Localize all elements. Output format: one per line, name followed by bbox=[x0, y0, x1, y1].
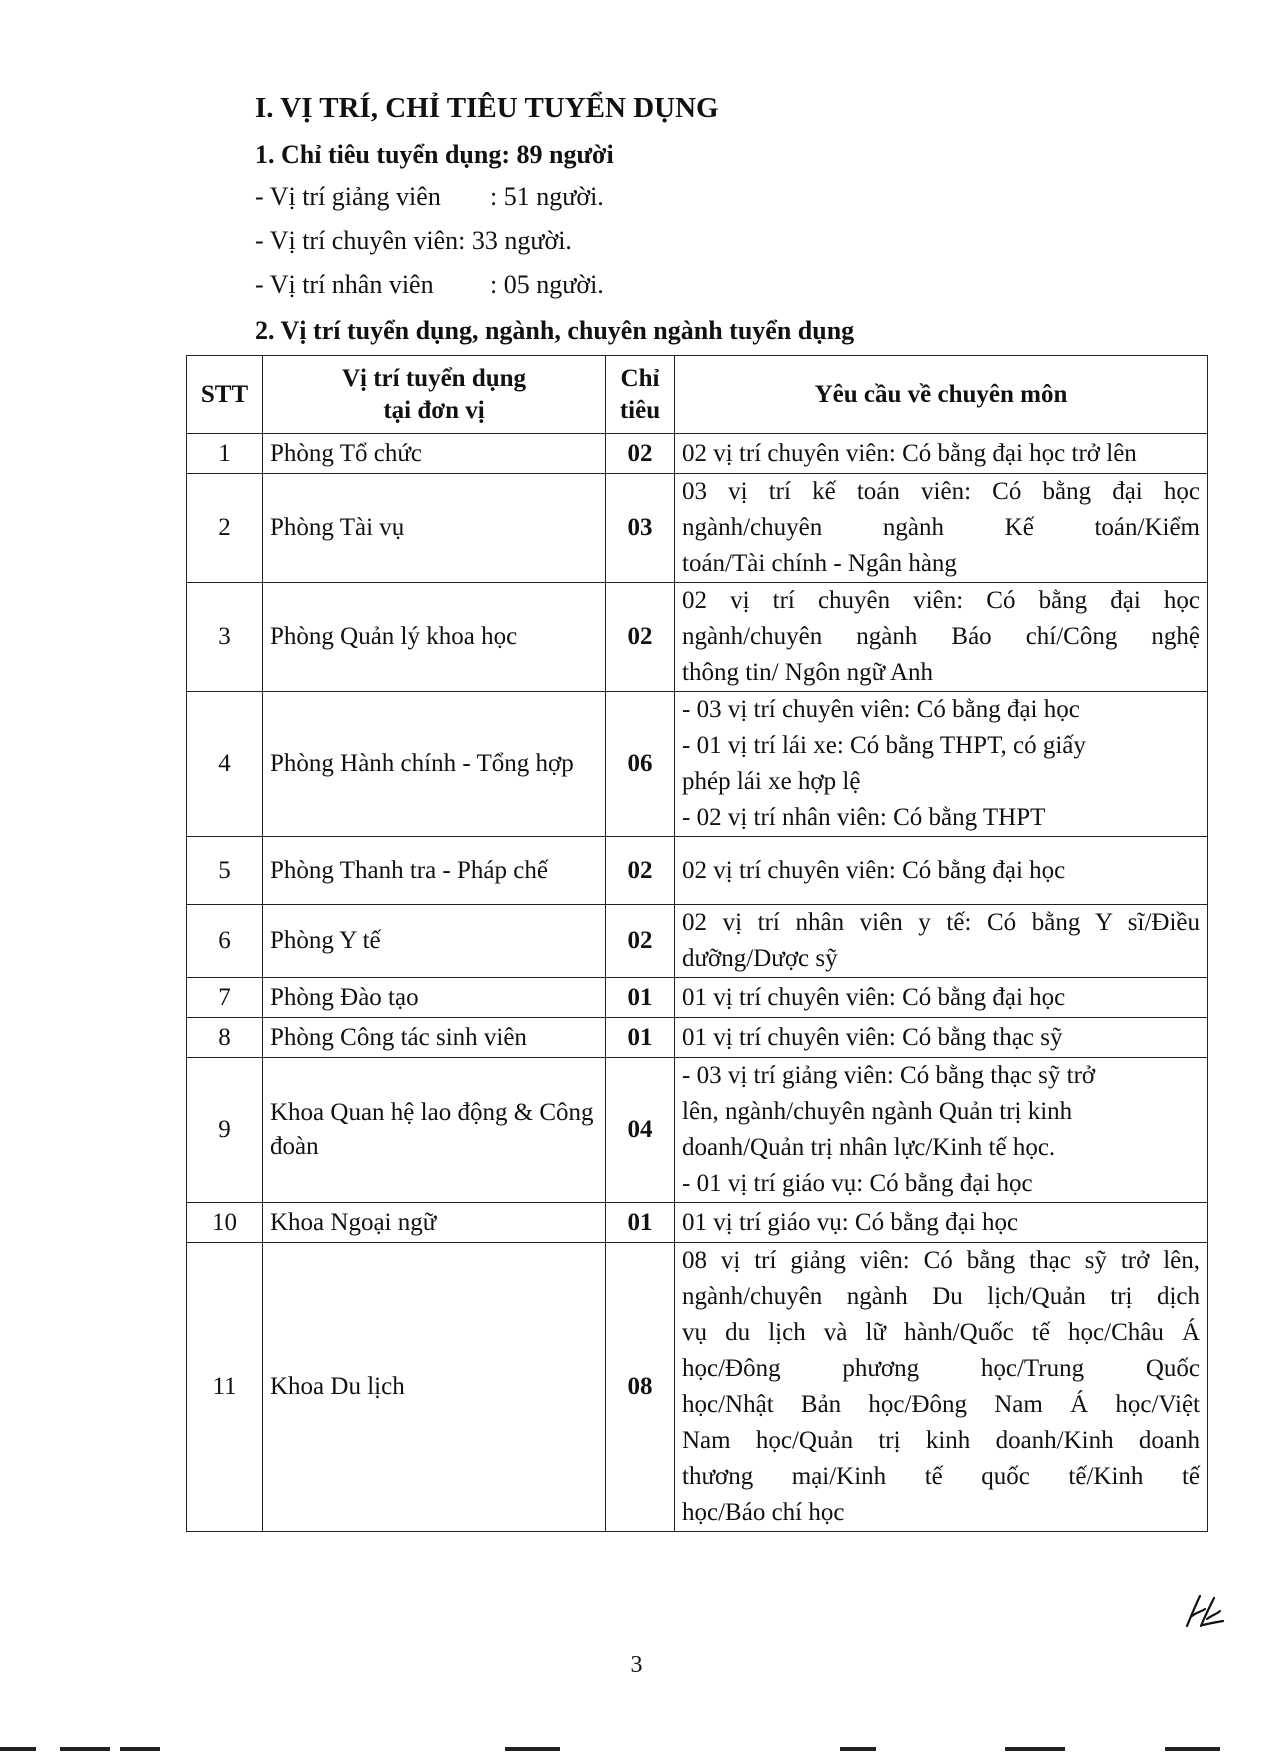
requirement-line: ngành/chuyên ngành Du lịch/Quản trị dịch bbox=[682, 1283, 1200, 1310]
requirement-line: - 01 vị trí giáo vụ: Có bằng đại học bbox=[682, 1170, 1033, 1197]
row-stt: 11 bbox=[187, 1243, 263, 1532]
row-quota: 06 bbox=[606, 692, 675, 837]
requirement-line: dưỡng/Dược sỹ bbox=[682, 945, 838, 972]
positions-heading: 2. Vị trí tuyển dụng, ngành, chuyên ngành tuyển dụng bbox=[255, 316, 855, 345]
requirement-line: học/Nhật Bản học/Đông Nam Á học/Việt bbox=[682, 1391, 1200, 1418]
requirement-line: 02 vị trí chuyên viên: Có bằng đại học bbox=[682, 587, 1200, 614]
row-unit: Phòng Tài vụ bbox=[263, 474, 606, 583]
row-quota: 01 bbox=[606, 1018, 675, 1058]
quota-label: - Vị trí nhân viên bbox=[255, 270, 434, 299]
table-row bbox=[187, 434, 1208, 474]
row-stt: 6 bbox=[187, 905, 263, 978]
table-row bbox=[187, 583, 1208, 692]
row-requirement bbox=[675, 978, 1208, 1018]
row-requirement bbox=[675, 583, 1208, 692]
header-unit bbox=[263, 356, 606, 434]
row-unit: Phòng Hành chính - Tổng hợp bbox=[263, 692, 606, 837]
row-unit: Phòng Thanh tra - Pháp chế bbox=[263, 837, 606, 905]
table-row bbox=[187, 978, 1208, 1018]
row-stt: 3 bbox=[187, 583, 263, 692]
requirement-line: phép lái xe hợp lệ bbox=[682, 768, 861, 795]
signature-initials bbox=[1183, 1592, 1225, 1630]
row-quota: 01 bbox=[606, 978, 675, 1018]
row-unit: Phòng Tổ chức bbox=[263, 434, 606, 474]
row-quota: 04 bbox=[606, 1058, 675, 1203]
row-unit: Phòng Đào tạo bbox=[263, 978, 606, 1018]
row-stt: 8 bbox=[187, 1018, 263, 1058]
table-row bbox=[187, 1203, 1208, 1243]
table-body bbox=[187, 434, 1208, 1532]
table-header-row bbox=[187, 356, 1208, 434]
table-row bbox=[187, 905, 1208, 978]
requirement-line: 08 vị trí giảng viên: Có bằng thạc sỹ trở lên, bbox=[682, 1247, 1200, 1274]
row-unit: Phòng Công tác sinh viên bbox=[263, 1018, 606, 1058]
requirement-line: ngành/chuyên ngành Báo chí/Công nghệ bbox=[682, 623, 1200, 650]
header-unit-line1: Vị trí tuyển dụng bbox=[341, 364, 527, 392]
row-requirement bbox=[675, 905, 1208, 978]
table-row bbox=[187, 1058, 1208, 1203]
row-stt: 2 bbox=[187, 474, 263, 583]
quota-line-specialist bbox=[255, 226, 604, 270]
row-quota: 02 bbox=[606, 837, 675, 905]
requirement-line: 02 vị trí nhân viên y tế: Có bằng Y sĩ/Điều bbox=[682, 909, 1200, 936]
section-heading: I. VỊ TRÍ, CHỈ TIÊU TUYỂN DỤNG bbox=[255, 92, 719, 124]
row-stt: 4 bbox=[187, 692, 263, 837]
row-requirement bbox=[675, 474, 1208, 583]
requirement-line: - 01 vị trí lái xe: Có bằng THPT, có giấy bbox=[682, 732, 1086, 759]
quota-value: : 05 người. bbox=[490, 270, 604, 299]
table-row bbox=[187, 692, 1208, 837]
requirement-line: 02 vị trí chuyên viên: Có bằng đại học bbox=[682, 856, 1066, 884]
requirement-line: học/Báo chí học bbox=[682, 1499, 845, 1526]
requirement-line: doanh/Quản trị nhân lực/Kinh tế học. bbox=[682, 1134, 1056, 1161]
requirement-line: học/Đông phương học/Trung Quốc bbox=[682, 1355, 1200, 1382]
requirement-line: - 03 vị trí giảng viên: Có bằng thạc sỹ trở bbox=[682, 1062, 1096, 1089]
header-requirement: Yêu cầu về chuyên môn bbox=[675, 356, 1208, 434]
quota-line-staff bbox=[255, 270, 604, 314]
requirement-line: - 03 vị trí chuyên viên: Có bằng đại học bbox=[682, 696, 1080, 723]
quota-list bbox=[255, 182, 604, 314]
header-quota bbox=[606, 356, 675, 434]
row-stt: 7 bbox=[187, 978, 263, 1018]
row-unit: Khoa Du lịch bbox=[263, 1243, 606, 1532]
row-requirement bbox=[675, 1018, 1208, 1058]
requirement-line: 01 vị trí giáo vụ: Có bằng đại học bbox=[682, 1208, 1019, 1236]
quota-label: - Vị trí chuyên viên: 33 người. bbox=[255, 226, 572, 255]
table-row bbox=[187, 474, 1208, 583]
requirement-line: 01 vị trí chuyên viên: Có bằng đại học bbox=[682, 983, 1066, 1011]
header-quota-line1: Chỉ bbox=[620, 364, 660, 392]
row-quota: 03 bbox=[606, 474, 675, 583]
table-row bbox=[187, 1018, 1208, 1058]
row-stt: 9 bbox=[187, 1058, 263, 1203]
requirement-line: thông tin/ Ngôn ngữ Anh bbox=[682, 659, 934, 686]
row-requirement bbox=[675, 1243, 1208, 1532]
row-unit: Khoa Quan hệ lao động & Công đoàn bbox=[263, 1058, 606, 1203]
row-quota: 08 bbox=[606, 1243, 675, 1532]
requirement-line: lên, ngành/chuyên ngành Quản trị kinh bbox=[682, 1098, 1073, 1125]
recruitment-table bbox=[186, 355, 1208, 1532]
header-quota-line2: tiêu bbox=[619, 396, 661, 424]
table-row bbox=[187, 837, 1208, 905]
row-quota: 02 bbox=[606, 583, 675, 692]
requirement-line: ngành/chuyên ngành Kế toán/Kiểm bbox=[682, 514, 1200, 541]
row-requirement bbox=[675, 692, 1208, 837]
requirement-line: thương mại/Kinh tế quốc tế/Kinh tế bbox=[682, 1463, 1200, 1490]
row-unit: Phòng Quản lý khoa học bbox=[263, 583, 606, 692]
row-requirement bbox=[675, 1058, 1208, 1203]
header-stt: STT bbox=[187, 356, 263, 434]
row-unit: Phòng Y tế bbox=[263, 905, 606, 978]
table-row bbox=[187, 1243, 1208, 1532]
requirement-line: 03 vị trí kế toán viên: Có bằng đại học bbox=[682, 478, 1200, 505]
row-stt: 1 bbox=[187, 434, 263, 474]
row-stt: 10 bbox=[187, 1203, 263, 1243]
page-number: 3 bbox=[630, 1652, 643, 1678]
requirement-line: Nam học/Quản trị kinh doanh/Kinh doanh bbox=[682, 1427, 1200, 1454]
quota-line-lecturer bbox=[255, 182, 604, 226]
requirement-line: 02 vị trí chuyên viên: Có bằng đại học trở lên bbox=[682, 439, 1137, 467]
row-requirement bbox=[675, 1203, 1208, 1243]
row-quota: 01 bbox=[606, 1203, 675, 1243]
requirement-line: vụ du lịch và lữ hành/Quốc tế học/Châu Á bbox=[682, 1319, 1200, 1346]
row-requirement bbox=[675, 837, 1208, 905]
scan-edge-marks bbox=[0, 1744, 1273, 1753]
header-unit-line2: tại đơn vị bbox=[383, 396, 485, 424]
requirement-line: 01 vị trí chuyên viên: Có bằng thạc sỹ bbox=[682, 1023, 1063, 1051]
row-unit: Khoa Ngoại ngữ bbox=[263, 1203, 606, 1243]
row-stt: 5 bbox=[187, 837, 263, 905]
quota-label: - Vị trí giảng viên bbox=[255, 182, 441, 211]
quota-value: : 51 người. bbox=[490, 182, 604, 211]
requirement-line: toán/Tài chính - Ngân hàng bbox=[682, 550, 957, 577]
row-quota: 02 bbox=[606, 905, 675, 978]
row-requirement bbox=[675, 434, 1208, 474]
quota-heading: 1. Chỉ tiêu tuyển dụng: 89 người bbox=[255, 140, 614, 169]
requirement-line: - 02 vị trí nhân viên: Có bằng THPT bbox=[682, 804, 1046, 831]
row-quota: 02 bbox=[606, 434, 675, 474]
